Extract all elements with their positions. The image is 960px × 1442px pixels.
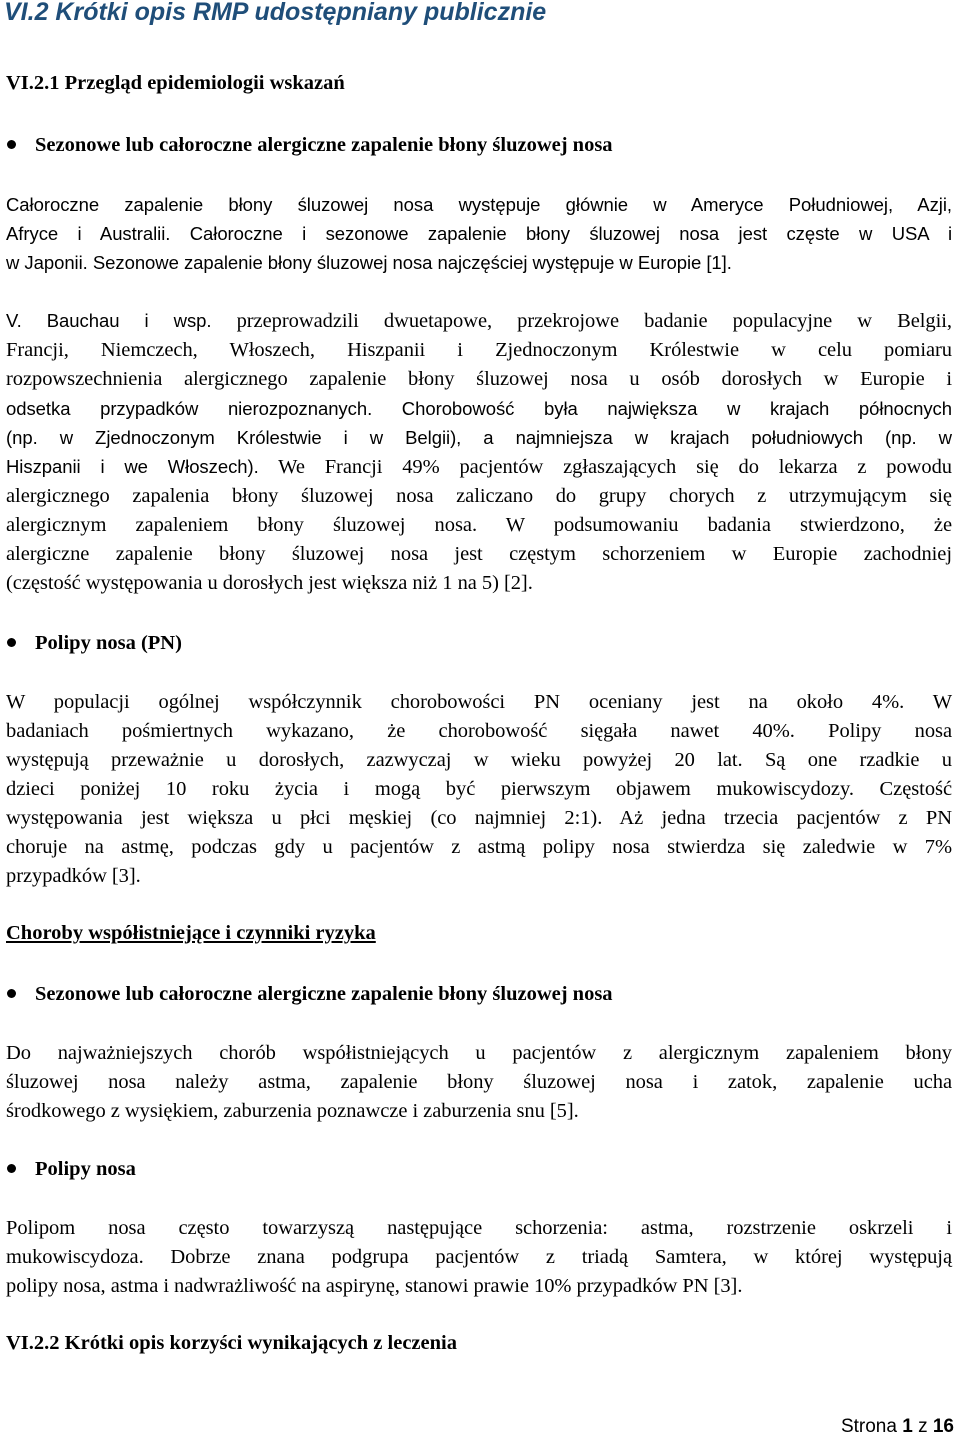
- text-line: występują przeważnie u dorosłych, zazwyczaj w wieku powyżej 20 lat. Są one rzadkie u: [6, 749, 952, 771]
- text-line: alergicznym zapaleniem błony śluzowej nosa. W podsumowaniu badania stwierdzono, że: [6, 514, 952, 536]
- text-line: Polipom nosa często towarzyszą następujące schorzenia: astma, rozstrzenie oskrzeli i: [6, 1217, 952, 1239]
- text-line: W populacji ogólnej współczynnik chorobowości PN oceniany jest na około 4%. W: [6, 691, 952, 713]
- text-line: [6, 306, 952, 336]
- text-line: (częstość występowania u dorosłych jest większa niż 1 na 5) [2].: [6, 572, 533, 594]
- text-line: choruje na astmę, podczas gdy u pacjentów z astmą polipy nosa stwierdza się zaledwie w 7%: [6, 836, 952, 858]
- bullet-heading-nasal-polyps-comorbid: [6, 1158, 136, 1181]
- bullet-dot-icon: [7, 140, 16, 149]
- paragraph-allergic-rhinitis-geography: [6, 190, 952, 277]
- bullet-heading-text: Sezonowe lub całoroczne alergiczne zapalenie błony śluzowej nosa: [35, 134, 613, 156]
- text-line: w Japonii. Sezonowe zapalenie błony śluzowej nosa najczęściej występuje w Europie [1].: [6, 252, 732, 273]
- bullet-dot-icon: [7, 638, 16, 647]
- text-line: alergicznego zapalenia błony śluzowej nosa zaliczano do grupy chorych z utrzymującym się: [6, 485, 952, 507]
- section-title: VI.2 Krótki opis RMP udostępniany publicznie: [4, 0, 547, 26]
- text-line: przypadków [3].: [6, 865, 141, 887]
- text-fragment: przeprowadzili dwuetapowe, przekrojowe badanie populacyjne w Belgii,: [211, 310, 952, 332]
- text-line: występowania jest większa u płci męskiej (co najmniej 2:1). Aż jedna trzecia pacjentów z PN: [6, 807, 952, 829]
- text-line: środkowego z wysiękiem, zaburzenia poznawcze i zaburzenia snu [5].: [6, 1100, 579, 1122]
- text-line: alergiczne zapalenie błony śluzowej nosa jest częstym schorzeniem w Europie zachodniej: [6, 543, 952, 565]
- paragraph-nasal-polyps-comorbidities: [6, 1214, 952, 1301]
- bullet-heading-nasal-polyps: [6, 632, 182, 655]
- bullet-heading-allergic-rhinitis: [6, 134, 613, 157]
- bullet-heading-text: Polipy nosa: [35, 1158, 136, 1180]
- text-line: Afryce i Australii. Całoroczne i sezonowe zapalenie błony śluzowej nosa jest częste w USA i: [6, 223, 952, 244]
- footer-of: z: [912, 1416, 933, 1437]
- paragraph-nasal-polyps-prevalence: [6, 688, 952, 891]
- text-line: polipy nosa, astma i nadwrażliwość na aspirynę, stanowi prawie 10% przypadków PN [3].: [6, 1275, 743, 1297]
- footer-current-page: 1: [902, 1416, 913, 1437]
- footer-prefix: Strona: [840, 1416, 903, 1437]
- text-line: [6, 452, 952, 482]
- paragraph-bauchau-study: [6, 306, 952, 598]
- text-line: dzieci poniżej 10 roku życia i mogą być pierwszym objawem mukowiscydozy. Częstość: [6, 778, 952, 800]
- subsection-title-epidemiology: VI.2.1 Przegląd epidemiologii wskazań: [6, 72, 345, 94]
- text-line: rozpowszechnienia alergicznego zapalenie błony śluzowej nosa u osób dorosłych w Europie i: [6, 368, 952, 390]
- text-line: badaniach pośmiertnych wykazano, że chorobowość sięgała nawet 40%. Polipy nosa: [6, 720, 952, 742]
- text-line: Całoroczne zapalenie błony śluzowej nosa występuje głównie w Ameryce Południowej, Azji,: [6, 194, 952, 215]
- text-line: Do najważniejszych chorób współistniejących u pacjentów z alergicznym zapaleniem błony: [6, 1042, 952, 1064]
- bullet-dot-icon: [7, 989, 16, 998]
- page-number-footer: [841, 1416, 954, 1438]
- text-fragment: V. Bauchau i wsp.: [6, 310, 212, 331]
- bullet-heading-allergic-rhinitis-comorbid: [6, 983, 613, 1006]
- text-fragment: We Francji 49% pacjentów zgłaszających się do lekarza z powodu: [258, 456, 952, 478]
- subsection-title-benefits: VI.2.2 Krótki opis korzyści wynikających z leczenia: [6, 1332, 457, 1354]
- paragraph-allergic-rhinitis-comorbidities: [6, 1039, 952, 1126]
- text-fragment: Hiszpanii i we Włoszech).: [6, 456, 259, 477]
- bullet-dot-icon: [7, 1164, 16, 1173]
- text-line: (np. w Zjednoczonym Królestwie i w Belgii), a najmniejsza w krajach południowych (np. w: [6, 427, 952, 448]
- text-line: Francji, Niemczech, Włoszech, Hiszpanii i Zjednoczonym Królestwie w celu pomiaru: [6, 339, 952, 361]
- footer-total-pages: 16: [932, 1416, 954, 1437]
- text-line: odsetka przypadków nierozpoznanych. Chorobowość była największa w krajach północnych: [6, 398, 952, 419]
- heading-comorbidities: Choroby współistniejące i czynniki ryzyka: [6, 922, 376, 944]
- text-line: śluzowej nosa należy astma, zapalenie błony śluzowej nosa i zatok, zapalenie ucha: [6, 1071, 952, 1093]
- bullet-heading-text: Sezonowe lub całoroczne alergiczne zapalenie błony śluzowej nosa: [35, 983, 613, 1005]
- bullet-heading-text: Polipy nosa (PN): [35, 632, 182, 654]
- text-line: mukowiscydoza. Dobrze znana podgrupa pacjentów z triadą Samtera, w której występują: [6, 1246, 952, 1268]
